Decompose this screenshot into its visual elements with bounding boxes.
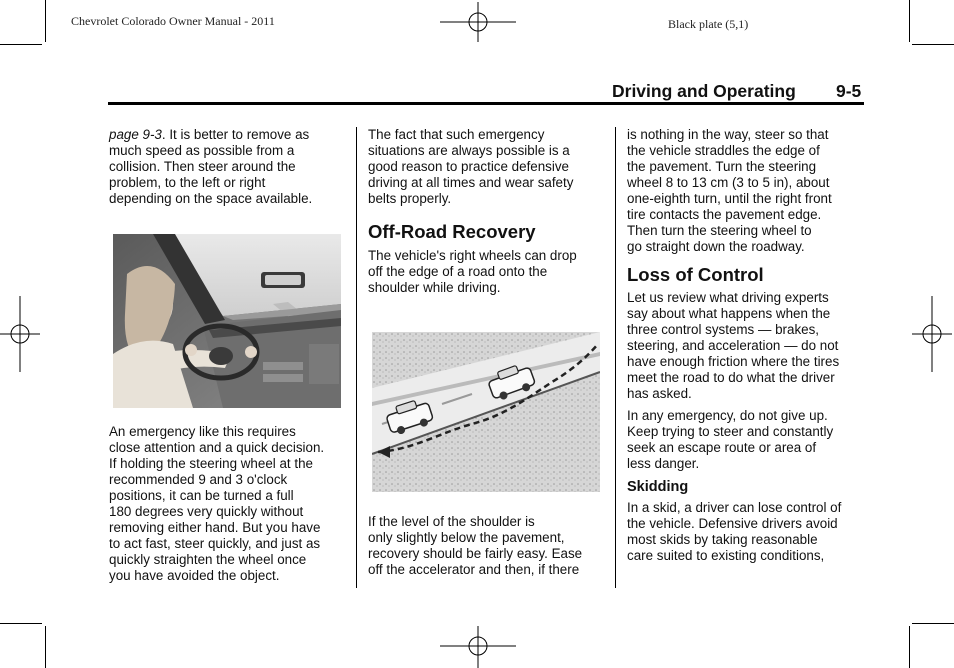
paragraph: In a skid, a driver can lose control of the vehicle. Defensive drivers avoid most skids by taking reasonable care suited to existing conditions,: [627, 500, 842, 563]
column-2-lower: [368, 514, 608, 578]
off-road-recovery-illustration: [372, 332, 600, 492]
header-rule: [108, 102, 864, 105]
column-divider: [356, 127, 357, 588]
paragraph: is nothing in the way, steer so that the vehicle straddles the edge of the pavement. Turn the steering wheel 8 to 13 cm (3 to 5 in), about one-eighth turn, until the right front tire contacts the pavement edge. Then turn the steering wheel to go straight down the roadway.: [627, 127, 832, 254]
column-1: [109, 127, 349, 207]
heading-skidding: Skidding: [627, 479, 689, 495]
column-2: [368, 127, 608, 296]
registration-mark-icon: [912, 296, 952, 372]
paragraph: If the level of the shoulder is only slightly below the pavement, recovery should be fairly easy. Ease off the accelerator and then, if there: [368, 514, 583, 577]
document-title: Chevrolet Colorado Owner Manual - 2011: [71, 14, 275, 28]
column-3: [627, 127, 867, 564]
registration-mark-icon: [440, 2, 516, 42]
crop-mark: [45, 0, 46, 42]
heading-loss-of-control: Loss of Control: [627, 264, 764, 285]
driver-steering-illustration: [113, 234, 341, 408]
heading-off-road-recovery: Off-Road Recovery: [368, 221, 536, 242]
paragraph: The vehicle's right wheels can drop off the edge of a road onto the shoulder while driving.: [368, 248, 577, 295]
paragraph: Let us review what driving experts say about what happens when the three control systems — brakes, steering, and acceleration — do not have enough friction where the tires meet the road to do what the driver has asked.: [627, 290, 840, 401]
crop-mark: [909, 0, 910, 42]
crop-mark: [912, 44, 954, 45]
section-title: Driving and Operating: [612, 81, 796, 101]
paragraph: In any emergency, do not give up. Keep trying to steer and constantly seek an escape route or area of less danger.: [627, 408, 834, 471]
column-1-lower: [109, 424, 349, 584]
crop-mark: [912, 623, 954, 624]
registration-mark-icon: [0, 296, 40, 372]
crop-mark: [45, 626, 46, 668]
crop-mark: [0, 623, 42, 624]
crop-mark: [0, 44, 42, 45]
column-divider: [615, 127, 616, 588]
plate-label: Black plate (5,1): [668, 17, 749, 31]
crop-mark: [909, 626, 910, 668]
page-reference: page 9-3: [109, 127, 162, 142]
paragraph: The fact that such emergency situations are always possible is a good reason to practice defensive driving at all times and wear safety belts properly.: [368, 127, 574, 206]
paragraph: An emergency like this requires close attention and a quick decision. If holding the steering wheel at the recommended 9 and 3 o'clock positions, it can be turned a full 180 degrees very quickly without removing either hand. But you have to act fast, steer quickly, and just as quickly straighten the wheel once you have avoided the object.: [109, 424, 325, 583]
paragraph: page 9-3. It is better to remove as much speed as possible from a collision. Then steer around the problem, to the left or right depending on the space available.: [109, 127, 313, 206]
registration-mark-icon: [440, 626, 516, 668]
page-number: 9-5: [836, 81, 862, 101]
